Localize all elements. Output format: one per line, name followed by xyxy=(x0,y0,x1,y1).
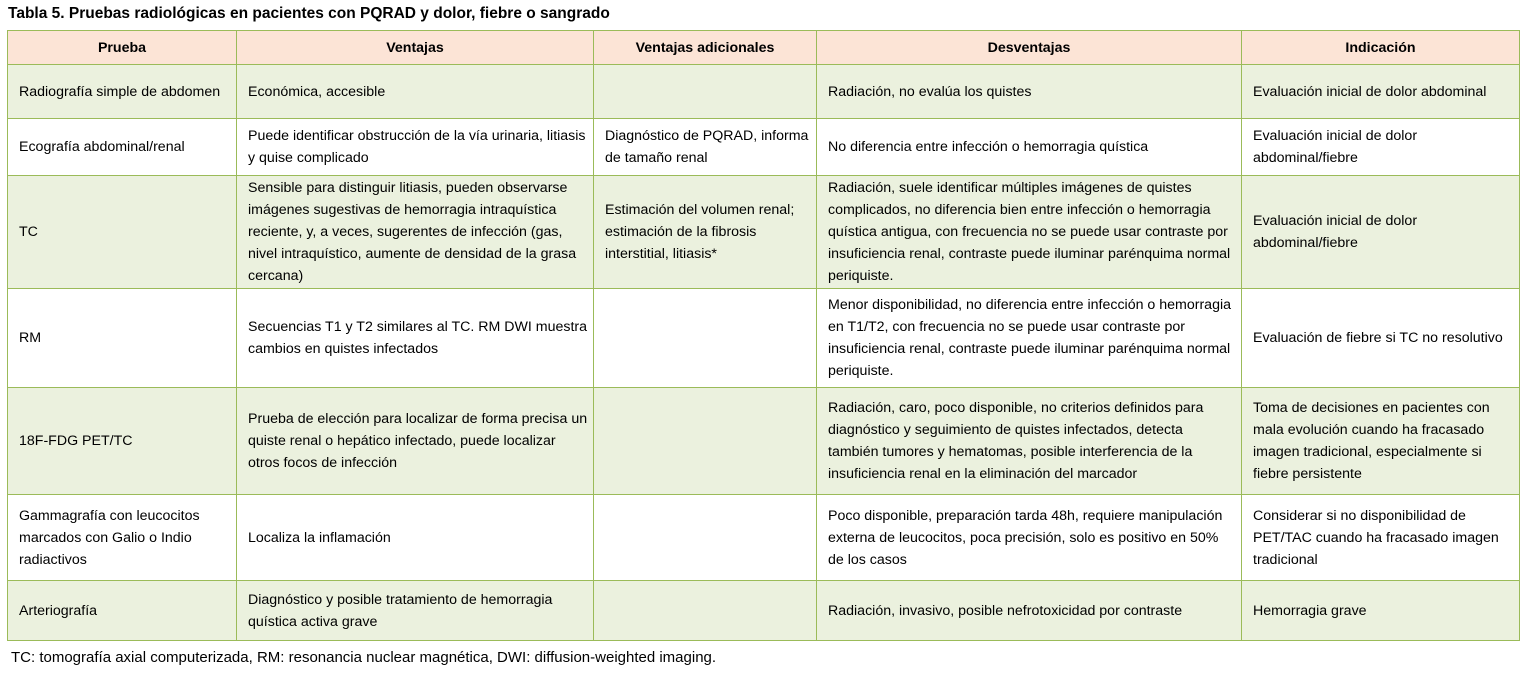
cell-ventajas-adicionales xyxy=(594,65,817,119)
table-row xyxy=(8,495,1520,581)
cell-prueba: RM xyxy=(8,289,237,388)
cell-prueba: Radiografía simple de abdomen xyxy=(8,65,237,119)
cell-ventajas: Sensible para distinguir litiasis, pueden observarse imágenes sugestivas de hemorragia intraquística reciente, y, a veces, sugerentes de infección (gas, nivel intraquístico, aumente de densidad de la grasa cercana) xyxy=(237,176,594,289)
radiology-tests-table xyxy=(7,30,1520,641)
header-ventajas-adicionales: Ventajas adicionales xyxy=(594,31,817,65)
cell-prueba: TC xyxy=(8,176,237,289)
cell-indicacion: Evaluación inicial de dolor abdominal xyxy=(1242,65,1520,119)
cell-indicacion: Hemorragia grave xyxy=(1242,581,1520,641)
table-row xyxy=(8,581,1520,641)
cell-indicacion: Evaluación inicial de dolor abdominal/fiebre xyxy=(1242,119,1520,176)
table-title: Tabla 5. Pruebas radiológicas en pacientes con PQRAD y dolor, fiebre o sangrado xyxy=(8,5,610,22)
cell-indicacion: Evaluación inicial de dolor abdominal/fiebre xyxy=(1242,176,1520,289)
cell-ventajas: Prueba de elección para localizar de forma precisa un quiste renal o hepático infectado, puede localizar otros focos de infección xyxy=(237,388,594,495)
cell-prueba: Gammagrafía con leucocitos marcados con Galio o Indio radiactivos xyxy=(8,495,237,581)
cell-indicacion: Evaluación de fiebre si TC no resolutivo xyxy=(1242,289,1520,388)
cell-ventajas-adicionales xyxy=(594,289,817,388)
header-ventajas: Ventajas xyxy=(237,31,594,65)
cell-ventajas-adicionales xyxy=(594,495,817,581)
cell-ventajas-adicionales xyxy=(594,581,817,641)
cell-ventajas-adicionales: Diagnóstico de PQRAD, informa de tamaño renal xyxy=(594,119,817,176)
cell-desventajas: Radiación, invasivo, posible nefrotoxicidad por contraste xyxy=(817,581,1242,641)
cell-indicacion: Toma de decisiones en pacientes con mala evolución cuando ha fracasado imagen tradicional, especialmente si fiebre persistente xyxy=(1242,388,1520,495)
cell-ventajas: Puede identificar obstrucción de la vía urinaria, litiasis y quise complicado xyxy=(237,119,594,176)
cell-desventajas: Poco disponible, preparación tarda 48h, requiere manipulación externa de leucocitos, poca precisión, solo es positivo en 50% de los casos xyxy=(817,495,1242,581)
header-desventajas: Desventajas xyxy=(817,31,1242,65)
cell-desventajas: Radiación, suele identificar múltiples imágenes de quistes complicados, no diferencia bien entre infección o hemorragia quística antigua, con frecuencia no se puede usar contraste por insuficiencia renal, contraste puede iluminar parénquima normal periquiste. xyxy=(817,176,1242,289)
table-row xyxy=(8,176,1520,289)
cell-prueba: Ecografía abdominal/renal xyxy=(8,119,237,176)
cell-ventajas-adicionales xyxy=(594,388,817,495)
table-row xyxy=(8,289,1520,388)
cell-prueba: Arteriografía xyxy=(8,581,237,641)
cell-ventajas: Secuencias T1 y T2 similares al TC. RM DWI muestra cambios en quistes infectados xyxy=(237,289,594,388)
cell-ventajas-adicionales: Estimación del volumen renal; estimación de la fibrosis interstitial, litiasis* xyxy=(594,176,817,289)
table-row xyxy=(8,65,1520,119)
cell-ventajas: Localiza la inflamación xyxy=(237,495,594,581)
cell-ventajas: Económica, accesible xyxy=(237,65,594,119)
header-prueba: Prueba xyxy=(8,31,237,65)
table-header-row xyxy=(8,31,1520,65)
table-footnote: TC: tomografía axial computerizada, RM: resonancia nuclear magnética, DWI: diffusion-weighted imaging. xyxy=(11,649,717,666)
cell-prueba: 18F-FDG PET/TC xyxy=(8,388,237,495)
cell-indicacion: Considerar si no disponibilidad de PET/TAC cuando ha fracasado imagen tradicional xyxy=(1242,495,1520,581)
cell-desventajas: No diferencia entre infección o hemorragia quística xyxy=(817,119,1242,176)
table-row xyxy=(8,119,1520,176)
cell-desventajas: Menor disponibilidad, no diferencia entre infección o hemorragia en T1/T2, con frecuencia no se puede usar contraste por insuficiencia renal, contraste puede iluminar parénquima normal periquiste. xyxy=(817,289,1242,388)
header-indicacion: Indicación xyxy=(1242,31,1520,65)
cell-desventajas: Radiación, no evalúa los quistes xyxy=(817,65,1242,119)
table-row xyxy=(8,388,1520,495)
cell-ventajas: Diagnóstico y posible tratamiento de hemorragia quística activa grave xyxy=(237,581,594,641)
cell-desventajas: Radiación, caro, poco disponible, no criterios definidos para diagnóstico y seguimiento de quistes infectados, detecta también tumores y hematomas, posible interferencia de la insuficiencia renal en la eliminación del marcador xyxy=(817,388,1242,495)
